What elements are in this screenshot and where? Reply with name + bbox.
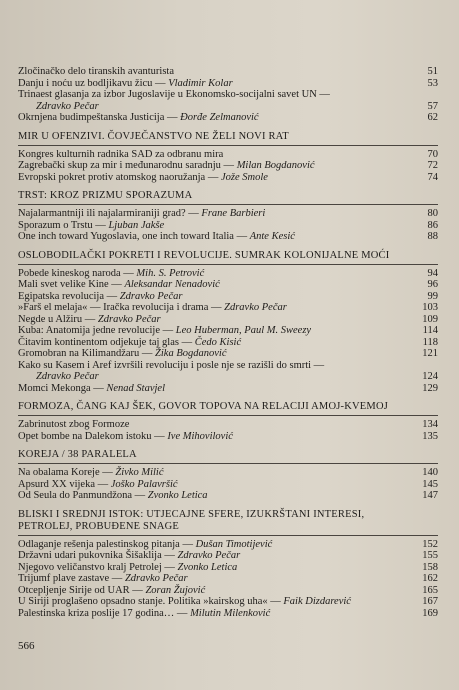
entry-page: 70 bbox=[427, 148, 438, 160]
entry-author: Zdravko Pečar bbox=[177, 550, 241, 561]
toc-entry bbox=[18, 66, 438, 78]
entry-page: 74 bbox=[427, 171, 438, 183]
toc-section bbox=[18, 401, 438, 442]
entry-page: 167 bbox=[422, 596, 438, 607]
entry-author: Zdravko Pečar bbox=[124, 573, 188, 584]
section-divider bbox=[18, 145, 438, 146]
entry-title: U Siriji proglašeno opsadno stanje. Politika »kairskog uha« — bbox=[18, 596, 284, 607]
entry-title: Mali svet velike Kine — bbox=[18, 279, 125, 290]
entry-page: 165 bbox=[422, 584, 438, 596]
entry-title: Državni udari pukovnika Šišaklija — bbox=[18, 550, 178, 561]
entry-author: Zdravko Pečar bbox=[119, 290, 183, 302]
toc-entry bbox=[18, 490, 438, 502]
entry-page: 114 bbox=[422, 325, 438, 336]
entry-title: Trijumf plave zastave — bbox=[18, 573, 125, 584]
toc-entry bbox=[18, 314, 438, 326]
entry-title: Njegovo veličanstvo kralj Petrolej — bbox=[18, 561, 178, 573]
entry-page: 121 bbox=[422, 348, 438, 359]
entry-author: Žika Bogdanović bbox=[155, 348, 227, 359]
entry-author: Ljuban Jakše bbox=[108, 219, 165, 231]
toc-entry bbox=[18, 371, 438, 383]
entry-page: 88 bbox=[427, 231, 438, 242]
toc-entry bbox=[18, 160, 438, 172]
section-divider bbox=[18, 415, 438, 416]
section-title: KOREJA / 38 PARALELA bbox=[18, 449, 137, 460]
toc-entry bbox=[18, 279, 438, 291]
entry-author: Zdravko Pečar bbox=[224, 302, 287, 313]
toc-entry bbox=[18, 383, 438, 395]
entry-author: Zoran Žujović bbox=[145, 584, 206, 596]
toc-entry bbox=[18, 539, 438, 551]
toc-entry bbox=[18, 419, 438, 431]
page-number: 566 bbox=[18, 640, 35, 652]
entry-page: 94 bbox=[427, 267, 438, 279]
entry-author: Ive Mihovilović bbox=[167, 430, 233, 442]
toc-entry bbox=[18, 220, 438, 232]
entry-page: 124 bbox=[422, 371, 438, 382]
entry-page: 57 bbox=[427, 100, 438, 112]
entry-page: 162 bbox=[422, 573, 438, 584]
entry-title: Negde u Alžiru — bbox=[18, 313, 98, 325]
entry-author: Zdravko Pečar bbox=[36, 371, 99, 382]
section-title: FORMOZA, ČANG KAJ ŠEK, GOVOR TOPOVA NA RELACIJI AMOJ-KVEMOJ bbox=[18, 401, 389, 412]
entry-title: Zagrebački skup za mir i međunarodnu saradnju — bbox=[18, 160, 237, 171]
entry-title: »Farš el melaja« — Iračka revolucija i drama — bbox=[18, 302, 225, 313]
entry-title: Zabrinutost zbog Formoze bbox=[18, 419, 130, 430]
toc-section bbox=[18, 509, 438, 620]
entry-page: 80 bbox=[427, 208, 438, 219]
toc-entry bbox=[18, 112, 438, 124]
toc-entry bbox=[18, 608, 438, 620]
entry-title: Pobede kineskog naroda — bbox=[18, 267, 137, 279]
toc-entry bbox=[18, 585, 438, 597]
entry-title: Danju i noću uz bodljikavu žicu — bbox=[18, 77, 169, 89]
entry-author: Frane Barbieri bbox=[201, 208, 266, 219]
toc-entry bbox=[18, 231, 438, 243]
section-divider bbox=[18, 535, 438, 536]
entry-title: Najalarmantniji ili najalarmiraniji grad? — bbox=[18, 208, 202, 219]
entry-title: Sporazum o Trstu — bbox=[18, 219, 109, 231]
entry-page: 99 bbox=[427, 290, 438, 302]
entry-page: 118 bbox=[422, 336, 438, 348]
toc-entry bbox=[18, 337, 438, 349]
entry-page: 72 bbox=[427, 160, 438, 171]
entry-title: One inch toward Yugoslavia, one inch toward Italia — bbox=[18, 231, 250, 242]
entry-author: Vladimir Kolar bbox=[168, 77, 233, 89]
toc-entry bbox=[18, 172, 438, 184]
toc-entry bbox=[18, 596, 438, 608]
toc-entry bbox=[18, 325, 438, 337]
section-title: TRST: KROZ PRIZMU SPORAZUMA bbox=[18, 190, 193, 201]
toc-entry bbox=[18, 573, 438, 585]
entry-author: Mih. S. Petrović bbox=[136, 267, 205, 279]
toc-section bbox=[18, 190, 438, 243]
toc-entry bbox=[18, 467, 438, 479]
toc-entry bbox=[18, 78, 438, 90]
entry-page: 169 bbox=[422, 607, 438, 619]
toc-entry bbox=[18, 562, 438, 574]
entry-title: Trinaest glasanja za izbor Jugoslavije u Ekonomsko-socijalni savet UN — bbox=[18, 89, 330, 100]
section-title: OSLOBODILAČKI POKRETI I REVOLUCIJE. SUMRAK KOLONIJALNE MOĆI bbox=[18, 249, 390, 261]
entry-title: Apsurd XX vijeka — bbox=[18, 478, 111, 490]
toc-entry bbox=[18, 89, 438, 101]
entry-page: 129 bbox=[422, 382, 438, 394]
section-divider bbox=[18, 204, 438, 205]
entry-page: 134 bbox=[422, 419, 438, 430]
entry-title: Gromobran na Kilimandžaru — bbox=[18, 348, 156, 359]
entry-title: Na obalama Koreje — bbox=[18, 467, 116, 478]
toc-entry bbox=[18, 360, 438, 372]
table-of-contents bbox=[18, 66, 438, 619]
entry-author: Milan Bogdanović bbox=[236, 160, 315, 171]
entry-author: Milutin Milenković bbox=[190, 607, 271, 619]
toc-entry bbox=[18, 149, 438, 161]
entry-title: Okrnjena budimpeštanska Justicija — bbox=[18, 112, 181, 123]
entry-author: Ante Kesić bbox=[249, 231, 295, 242]
toc-section bbox=[18, 131, 438, 184]
entry-page: 96 bbox=[427, 279, 438, 290]
entry-title: Palestinska kriza poslije 17 godina… — bbox=[18, 607, 191, 619]
entry-page: 152 bbox=[422, 538, 438, 550]
entry-title: Evropski pokret protiv atomskog naoružanja — bbox=[18, 171, 221, 183]
section-divider bbox=[18, 264, 438, 265]
entry-author: Živko Milić bbox=[115, 467, 164, 478]
entry-page: 103 bbox=[422, 302, 438, 313]
entry-author: Čedo Kisić bbox=[194, 336, 242, 348]
entry-page: 155 bbox=[422, 550, 438, 561]
toc-entry bbox=[18, 208, 438, 220]
entry-title: Opet bombe na Dalekom istoku — bbox=[18, 430, 168, 442]
entry-page: 86 bbox=[427, 219, 438, 231]
entry-page: 109 bbox=[422, 313, 438, 325]
entry-author: Joško Palavršić bbox=[110, 478, 178, 490]
entry-page: 145 bbox=[422, 478, 438, 490]
toc-section bbox=[18, 449, 438, 502]
toc-entry bbox=[18, 291, 438, 303]
entry-author: Zvonko Letica bbox=[147, 490, 208, 501]
entry-author: Zdravko Pečar bbox=[36, 100, 99, 112]
entry-title: Momci Mekonga — bbox=[18, 382, 107, 394]
entry-author: Đorđe Zelmanović bbox=[180, 112, 259, 123]
section-divider bbox=[18, 463, 438, 464]
entry-page: 135 bbox=[422, 430, 438, 442]
toc-entry bbox=[18, 431, 438, 443]
entry-page: 158 bbox=[422, 561, 438, 573]
entry-author: Jože Smole bbox=[220, 171, 268, 183]
entry-author: Nenad Stavjel bbox=[106, 382, 165, 394]
entry-title: Kuba: Anatomija jedne revolucije — bbox=[18, 325, 176, 336]
entry-title: Egipatska revolucija — bbox=[18, 290, 120, 302]
entry-title: Otcepljenje Sirije od UAR — bbox=[18, 584, 146, 596]
entry-title: Kako su Kasem i Aref izvršili revoluciju i posle nje se razišli do smrti — bbox=[18, 359, 325, 371]
toc-entry bbox=[18, 302, 438, 314]
entry-title: Zločinačko delo tiranskih avanturista bbox=[18, 66, 174, 77]
entry-page: 51 bbox=[427, 66, 438, 77]
toc-entry bbox=[18, 268, 438, 280]
entry-title: Odlaganje rešenja palestinskog pitanja — bbox=[18, 538, 196, 550]
entry-page: 147 bbox=[422, 490, 438, 501]
entry-title: Od Seula do Panmundžona — bbox=[18, 490, 148, 501]
toc-section bbox=[18, 250, 438, 395]
entry-author: Dušan Timotijević bbox=[195, 538, 273, 550]
entry-author: Zvonko Letica bbox=[177, 561, 238, 573]
section-title: MIR U OFENZIVI. ČOVJEČANSTVO NE ŽELI NOVI RAT bbox=[18, 130, 289, 142]
toc-entry bbox=[18, 479, 438, 491]
entry-author: Leo Huberman, Paul M. Sweezy bbox=[175, 325, 312, 336]
entry-title: Čitavim kontinentom odjekuje taj glas — bbox=[18, 336, 195, 348]
entry-author: Aleksandar Nenadović bbox=[124, 279, 220, 290]
toc-entry bbox=[18, 550, 438, 562]
entry-author: Faik Dizdarević bbox=[283, 596, 351, 607]
toc-entry bbox=[18, 101, 438, 113]
section-title: BLISKI I SREDNJI ISTOK: UTJECAJNE SFERE, IZUKRŠTANI INTERESI, PETROLEJ, PROBUĐENE SNAGE bbox=[18, 508, 365, 532]
entry-page: 53 bbox=[427, 77, 438, 89]
entry-title: Kongres kulturnih radnika SAD za odbranu mira bbox=[18, 148, 224, 160]
entry-author: Zdravko Pečar bbox=[97, 313, 161, 325]
entry-page: 62 bbox=[427, 112, 438, 123]
entry-page: 140 bbox=[422, 467, 438, 478]
toc-entry bbox=[18, 348, 438, 360]
